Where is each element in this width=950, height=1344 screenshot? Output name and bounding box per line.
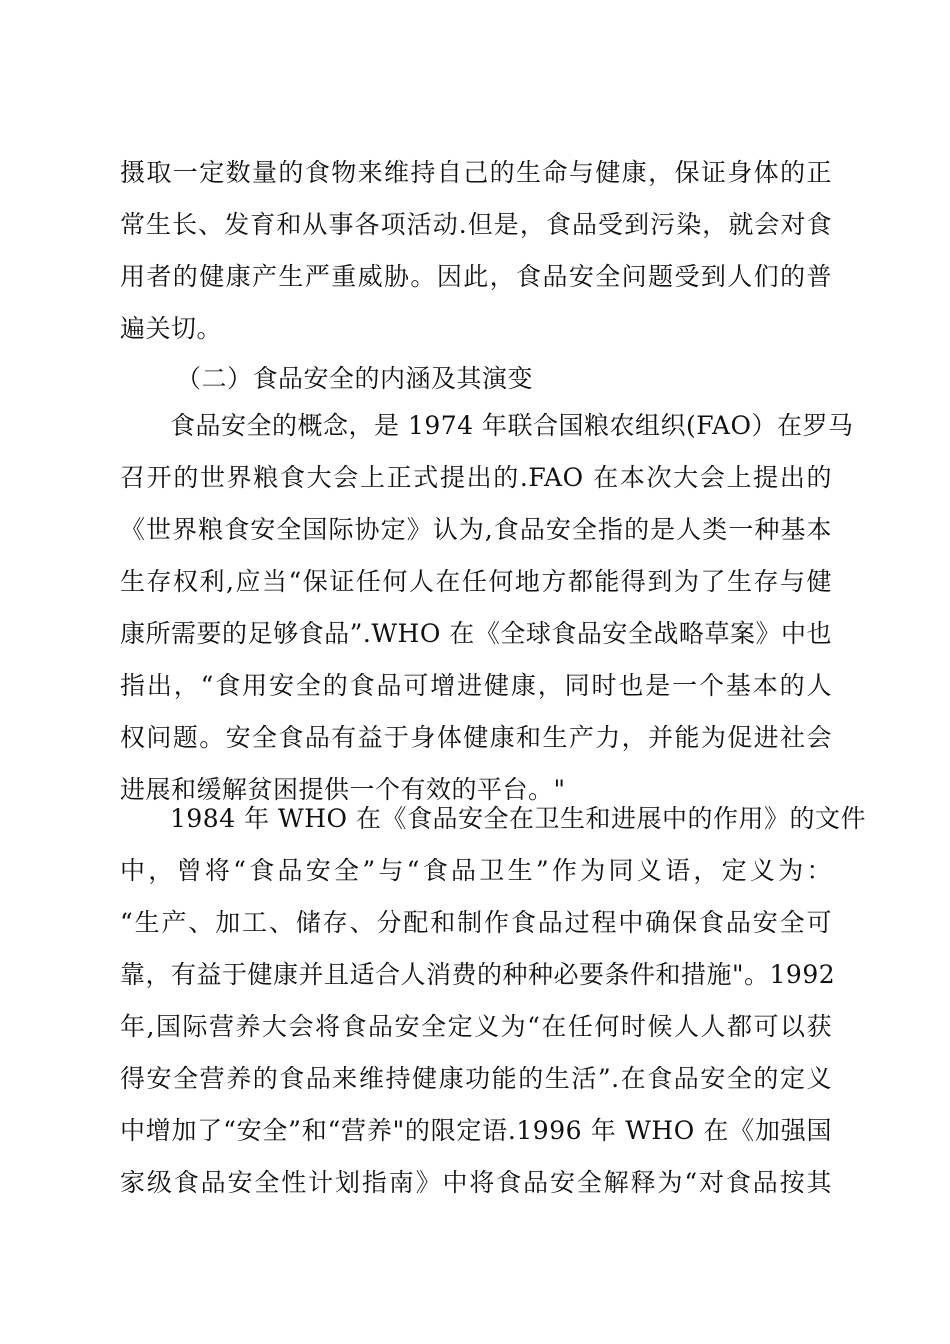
paragraph-2	[120, 400, 854, 816]
paragraph-line: 康所需要的足够食品”.WHO 在《全球食品安全战略草案》中也	[120, 619, 832, 648]
paragraph-line: 遍关切。	[120, 314, 223, 343]
paragraph-line: 常生长、发育和从事各项活动.但是，食品受到污染，就会对食	[120, 210, 832, 239]
paragraph-line: 中，曾将“食品安全”与“食品卫生”作为同义语，定义为：	[120, 856, 832, 885]
paragraph-line: “生产、加工、储存、分配和制作食品过程中确保食品安全可	[120, 908, 832, 937]
paragraph-line: 摄取一定数量的食物来维持自己的生命与健康，保证身体的正	[120, 158, 832, 187]
paragraph-line: 食品安全的概念，是 1974 年联合国粮农组织(FAO）在罗马	[170, 411, 854, 440]
paragraph-line: 指出，“食用安全的食品可增进健康，同时也是一个基本的人	[120, 671, 832, 700]
paragraph-line: 中增加了“安全”和“营养"的限定语.1996 年 WHO 在《加强国	[120, 1116, 832, 1145]
paragraph-line: 得安全营养的食品来维持健康功能的生活”.在食品安全的定义	[120, 1064, 832, 1093]
paragraph-line: 《世界粮食安全国际协定》认为,食品安全指的是人类一种基本	[120, 515, 832, 544]
paragraph-line: 家级食品安全性计划指南》中将食品安全解释为“对食品按其	[120, 1168, 832, 1197]
paragraph-line: 用者的健康产生严重威胁。因此，食品安全问题受到人们的普	[120, 262, 832, 291]
paragraph-line: 靠，有益于健康并且适合人消费的种种必要条件和措施"。1992	[120, 960, 836, 989]
paragraph-line: 进展和缓解贫困提供一个有效的平台。"	[120, 775, 566, 804]
paragraph-line: 召开的世界粮食大会上正式提出的.FAO 在本次大会上提出的	[120, 463, 832, 492]
section-heading: （二）食品安全的内涵及其演变	[176, 364, 534, 393]
paragraph-line: 权问题。安全食品有益于身体健康和生产力，并能为促进社会	[120, 723, 832, 752]
paragraph-3	[120, 793, 866, 1209]
paragraph-line: 年,国际营养大会将食品安全定义为“在任何时候人人都可以获	[120, 1012, 832, 1041]
paragraph-line: 生存权利,应当“保证任何人在任何地方都能得到为了生存与健	[120, 567, 832, 596]
paragraph-1	[120, 147, 832, 355]
paragraph-line: 1984 年 WHO 在《食品安全在卫生和进展中的作用》的文件	[170, 804, 866, 833]
section-heading-block	[120, 353, 832, 405]
